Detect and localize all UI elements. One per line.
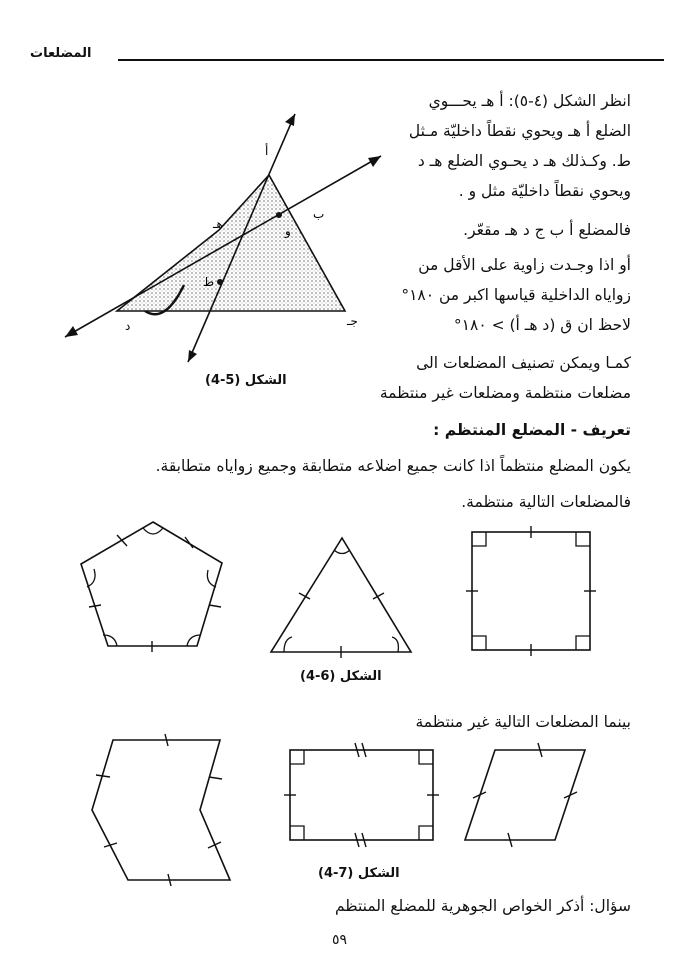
irregular-rhombus [465,743,585,847]
definition-text: يكون المضلع منتظماً اذا كانت جميع اضلاعه متطابقة وجميع زواياه متطابقة. [155,457,631,475]
point-t [217,279,223,285]
classification-line-1: كمـا ويمكن تصنيف المضلعات الى [416,354,631,372]
regular-triangle [271,538,411,658]
caption-4-5-number: (4-5) [205,373,241,388]
angle-rule-line-3: لاحظ ان ق (د هـ أ) > ١٨٠° [453,316,631,334]
point-w [276,212,282,218]
angle-rule-line-2: زواياه الداخلية قياسها اكبر من ١٨٠° [401,286,631,304]
intro-line-2: الضلع أ هـ ويحوي نقطاً داخليّة مـثل [408,122,631,140]
caption-4-6-label: الشكل [339,669,382,684]
caption-4-7-number: (4-7) [318,866,354,881]
label-c: جـ [347,314,358,328]
arrowhead-ed-right [368,156,381,167]
caption-4-5-label: الشكل [244,373,287,388]
arrowhead-ae-bottom [188,350,197,362]
arrowhead-ae-top [285,114,295,126]
angle-rule-line-1: أو اذا وجـدت زاوية على الأقل من [418,256,631,274]
definition-title: تعريف - المضلع المنتظم : [433,421,631,439]
label-e: هـ [213,217,223,231]
label-w: و [285,224,291,238]
caption-4-6 [300,669,382,684]
page-number: ٥٩ [332,932,348,948]
label-b: ب [313,207,325,221]
label-a: أ [265,144,269,158]
figure-4-6 [70,515,630,665]
label-d: د [125,319,131,333]
caption-4-7-label: الشكل [357,866,400,881]
header-rule [118,59,664,61]
label-t: ط [203,275,215,289]
classification-line-2: مضلعات منتظمة ومضلعات غير منتظمة [379,384,631,402]
intro-line-1: انظر الشكل (٤-٥): أ هـ يحـــوي [428,92,631,110]
intro-line-3: ط. وكـذلك هـ د يحـوي الضلع هـ د [417,152,631,170]
irregular-chevron [92,734,230,886]
concave-statement: فالمضلع أ ب ج د هـ مقعّر. [463,221,631,239]
intro-line-4: ويحوي نقطاً داخليّة مثل و . [458,182,631,200]
caption-4-7 [318,866,400,881]
arrowhead-ed-left [65,326,78,337]
regular-pentagon [81,522,222,652]
irregular-rectangle [284,743,439,847]
chapter-header: المضلعات [30,46,92,61]
irregular-intro: بينما المضلعات التالية غير منتظمة [415,713,631,731]
figure-4-5 [55,100,385,400]
regular-intro: فالمضلعات التالية منتظمة. [461,493,631,511]
question: سؤال: أذكر الخواص الجوهرية للمضلع المنتظم [334,897,631,915]
caption-4-5 [205,373,287,388]
regular-square [466,526,596,656]
caption-4-6-number: (4-6) [300,669,336,684]
